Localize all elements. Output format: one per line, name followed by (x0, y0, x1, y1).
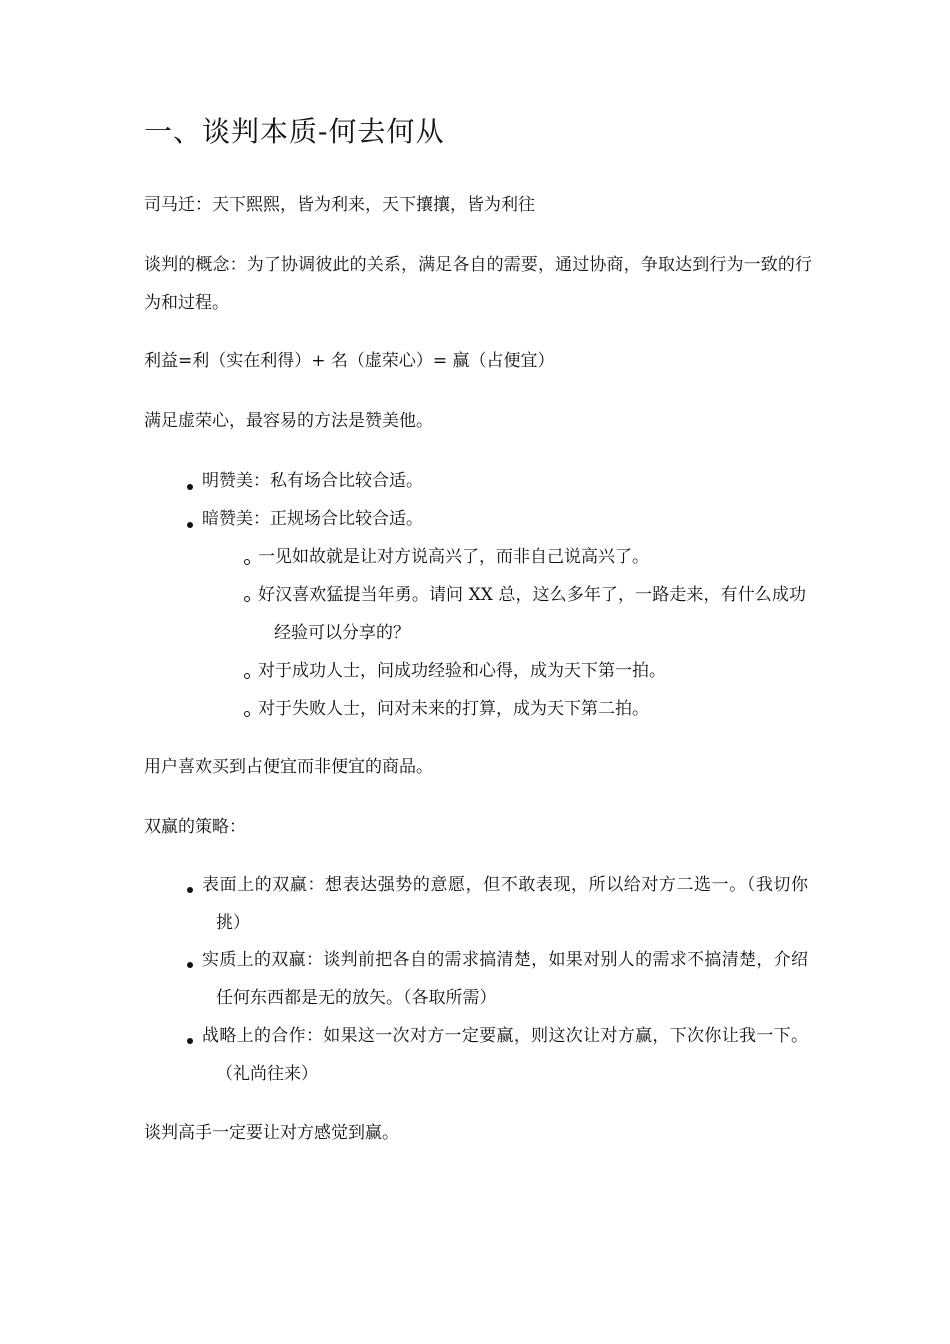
list-item-text: 一见如故就是让对方说高兴了，而非自己说高兴了。 (258, 547, 649, 567)
section-heading: 一、谈判本质-何去何从 (144, 115, 445, 148)
bullet-dot (187, 1038, 193, 1044)
list-item (202, 462, 812, 500)
paragraph-quote: 司马迁：天下熙熙，皆为利来，天下攘攘，皆为利往 (144, 195, 535, 215)
list-item (202, 866, 808, 942)
list-item (258, 576, 806, 652)
list-item (258, 652, 806, 690)
bullet-dot (187, 887, 193, 893)
list-item-text: 战略上的合作：如果这一次对方一定要赢，则这次让对方赢，下次你让我一下。（礼尚往来） (202, 1026, 808, 1084)
paragraph-closing: 谈判高手一定要让对方感觉到赢。 (144, 1123, 399, 1143)
bullet-dot (187, 484, 193, 490)
list-item-text: 好汉喜欢猛提当年勇。请问 XX 总，这么多年了，一路走来，有什么成功经验可以分享的？ (258, 585, 806, 643)
list-item (202, 500, 812, 538)
bullet-circle (244, 711, 250, 717)
paragraph-formula: 利益=利（实在利得）+ 名（虚荣心）= 赢（占便宜） (144, 351, 555, 371)
list-item (258, 690, 806, 728)
bullet-circle (244, 596, 250, 602)
list-item (258, 538, 806, 576)
list-item (202, 941, 808, 1017)
list-item-text: 表面上的双赢：想表达强势的意愿，但不敢表现，所以给对方二选一。（我切你挑） (202, 875, 808, 933)
list-item (202, 1017, 808, 1093)
bullet-dot (187, 522, 193, 528)
paragraph-users: 用户喜欢买到占便宜而非便宜的商品。 (144, 757, 433, 777)
list-item-text: 明赞美：私有场合比较合适。 (202, 471, 423, 491)
bullet-dot (187, 962, 193, 968)
list-item-text: 实质上的双赢：谈判前把各自的需求搞清楚，如果对别人的需求不搞清楚，介绍任何东西都是无的放矢。（各取所需） (202, 950, 808, 1008)
paragraph-vanity: 满足虚荣心，最容易的方法是赞美他。 (144, 411, 433, 431)
bullet-circle (244, 559, 250, 565)
list-item-text: 对于成功人士，问成功经验和心得，成为天下第一拍。 (258, 661, 666, 681)
list-item-text: 对于失败人士，问对未来的打算，成为天下第二拍。 (258, 699, 649, 719)
paragraph-strategy: 双赢的策略： (144, 817, 246, 837)
bullet-circle (244, 673, 250, 679)
paragraph-concept: 谈判的概念：为了协调彼此的关系，满足各自的需要，通过协商，争取达到行为一致的行为和过程。 (144, 255, 812, 313)
list-item-text: 暗赞美：正规场合比较合适。 (202, 509, 423, 529)
